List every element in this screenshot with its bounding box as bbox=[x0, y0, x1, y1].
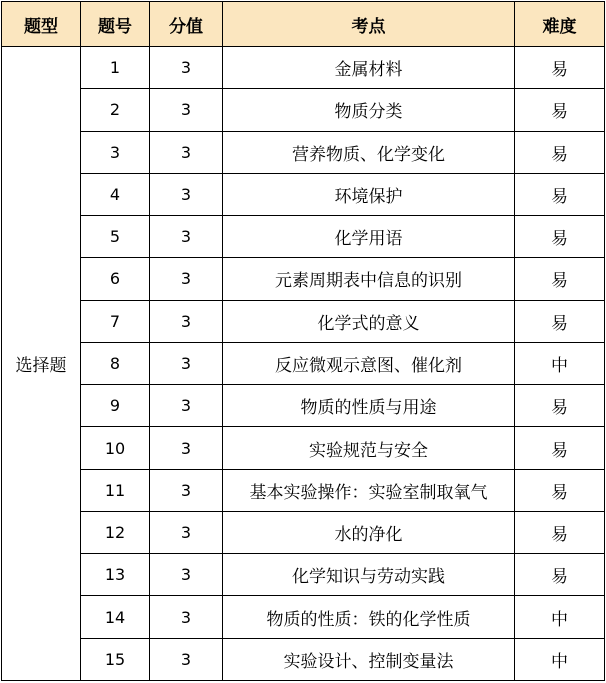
cell-score: 3 bbox=[150, 511, 223, 553]
cell-question-number: 13 bbox=[81, 554, 150, 596]
cell-difficulty: 易 bbox=[515, 131, 605, 173]
cell-question-number: 14 bbox=[81, 596, 150, 638]
header-topic: 考点 bbox=[223, 2, 515, 47]
header-question-number: 题号 bbox=[81, 2, 150, 47]
cell-score: 3 bbox=[150, 258, 223, 300]
cell-score: 3 bbox=[150, 300, 223, 342]
cell-score: 3 bbox=[150, 216, 223, 258]
table-row bbox=[2, 385, 605, 427]
cell-question-number: 4 bbox=[81, 173, 150, 215]
cell-difficulty: 易 bbox=[515, 554, 605, 596]
cell-topic: 反应微观示意图、催化剂 bbox=[223, 342, 515, 384]
cell-topic: 化学式的意义 bbox=[223, 300, 515, 342]
cell-difficulty: 中 bbox=[515, 638, 605, 680]
cell-difficulty: 易 bbox=[515, 89, 605, 131]
cell-score: 3 bbox=[150, 427, 223, 469]
cell-question-number: 11 bbox=[81, 469, 150, 511]
table-row bbox=[2, 342, 605, 384]
cell-topic: 基本实验操作：实验室制取氧气 bbox=[223, 469, 515, 511]
cell-topic: 元素周期表中信息的识别 bbox=[223, 258, 515, 300]
cell-question-number: 5 bbox=[81, 216, 150, 258]
cell-question-number: 12 bbox=[81, 511, 150, 553]
cell-topic: 化学用语 bbox=[223, 216, 515, 258]
cell-topic: 物质的性质：铁的化学性质 bbox=[223, 596, 515, 638]
cell-score: 3 bbox=[150, 385, 223, 427]
table-body bbox=[2, 47, 605, 681]
cell-question-number: 1 bbox=[81, 47, 150, 89]
cell-topic: 物质分类 bbox=[223, 89, 515, 131]
header-question-type: 题型 bbox=[2, 2, 81, 47]
cell-difficulty: 中 bbox=[515, 342, 605, 384]
table-row bbox=[2, 511, 605, 553]
table-row bbox=[2, 596, 605, 638]
cell-question-number: 15 bbox=[81, 638, 150, 680]
cell-question-number: 8 bbox=[81, 342, 150, 384]
header-row bbox=[2, 2, 605, 47]
table-row bbox=[2, 173, 605, 215]
table-row bbox=[2, 554, 605, 596]
cell-question-number: 2 bbox=[81, 89, 150, 131]
cell-difficulty: 易 bbox=[515, 300, 605, 342]
cell-topic: 实验规范与安全 bbox=[223, 427, 515, 469]
cell-difficulty: 易 bbox=[515, 173, 605, 215]
cell-score: 3 bbox=[150, 342, 223, 384]
cell-difficulty: 易 bbox=[515, 427, 605, 469]
cell-score: 3 bbox=[150, 89, 223, 131]
table-row bbox=[2, 131, 605, 173]
cell-question-number: 9 bbox=[81, 385, 150, 427]
cell-question-number: 7 bbox=[81, 300, 150, 342]
table-row bbox=[2, 427, 605, 469]
cell-topic: 物质的性质与用途 bbox=[223, 385, 515, 427]
cell-difficulty: 易 bbox=[515, 469, 605, 511]
table-row bbox=[2, 47, 605, 89]
cell-difficulty: 易 bbox=[515, 385, 605, 427]
cell-topic: 环境保护 bbox=[223, 173, 515, 215]
cell-score: 3 bbox=[150, 638, 223, 680]
cell-score: 3 bbox=[150, 596, 223, 638]
cell-question-number: 6 bbox=[81, 258, 150, 300]
cell-score: 3 bbox=[150, 47, 223, 89]
cell-score: 3 bbox=[150, 173, 223, 215]
cell-score: 3 bbox=[150, 554, 223, 596]
cell-difficulty: 易 bbox=[515, 511, 605, 553]
cell-score: 3 bbox=[150, 469, 223, 511]
exam-topic-table bbox=[1, 1, 605, 681]
cell-question-number: 3 bbox=[81, 131, 150, 173]
header-difficulty: 难度 bbox=[515, 2, 605, 47]
table-row bbox=[2, 258, 605, 300]
table-row bbox=[2, 300, 605, 342]
table-row bbox=[2, 89, 605, 131]
cell-question-number: 10 bbox=[81, 427, 150, 469]
cell-difficulty: 中 bbox=[515, 596, 605, 638]
cell-difficulty: 易 bbox=[515, 258, 605, 300]
cell-score: 3 bbox=[150, 131, 223, 173]
cell-topic: 金属材料 bbox=[223, 47, 515, 89]
cell-difficulty: 易 bbox=[515, 216, 605, 258]
table-row bbox=[2, 638, 605, 680]
cell-topic: 实验设计、控制变量法 bbox=[223, 638, 515, 680]
cell-topic: 水的净化 bbox=[223, 511, 515, 553]
header-score: 分值 bbox=[150, 2, 223, 47]
table-row bbox=[2, 216, 605, 258]
section-label: 选择题 bbox=[2, 47, 81, 681]
cell-difficulty: 易 bbox=[515, 47, 605, 89]
table-row bbox=[2, 469, 605, 511]
cell-topic: 营养物质、化学变化 bbox=[223, 131, 515, 173]
cell-topic: 化学知识与劳动实践 bbox=[223, 554, 515, 596]
